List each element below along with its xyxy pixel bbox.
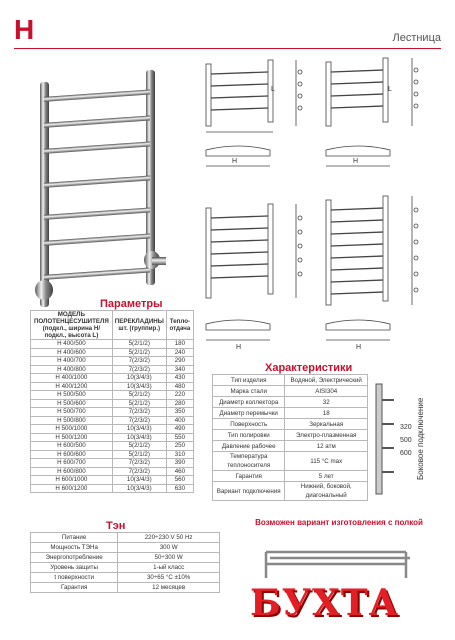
specs-cell: 32 bbox=[285, 397, 368, 408]
side-value-3: 600 bbox=[400, 450, 412, 457]
side-connection-drawing bbox=[372, 380, 398, 500]
params-cell: Н 600/700 bbox=[31, 459, 113, 468]
ten-cell: t поверхности bbox=[31, 573, 118, 583]
technical-drawings bbox=[198, 54, 443, 314]
specs-cell: Тип полировки bbox=[213, 430, 285, 441]
params-row bbox=[31, 357, 194, 366]
dim-h-3: Н bbox=[236, 344, 242, 351]
specs-cell: Тип изделия bbox=[213, 375, 285, 386]
ten-cell: 50÷300 W bbox=[118, 553, 220, 563]
params-cell: 10(3/4/3) bbox=[112, 484, 166, 493]
ten-row bbox=[31, 563, 220, 573]
params-cell: 630 bbox=[166, 484, 193, 493]
params-cell: Н 500/1000 bbox=[31, 425, 113, 434]
ten-cell: 1-ый класс bbox=[118, 563, 220, 573]
params-cell: 400 bbox=[166, 416, 193, 425]
params-cell: 180 bbox=[166, 340, 193, 349]
params-row bbox=[31, 467, 194, 476]
params-cell: 5(2/1/2) bbox=[112, 340, 166, 349]
specs-row bbox=[213, 386, 368, 397]
params-cell: Н 500/500 bbox=[31, 391, 113, 400]
params-row bbox=[31, 374, 194, 383]
params-row bbox=[31, 416, 194, 425]
dim-h-4: Н bbox=[356, 344, 362, 351]
params-cell: 290 bbox=[166, 357, 193, 366]
params-cell: Н 400/700 bbox=[31, 357, 113, 366]
specs-cell: 12 атм bbox=[285, 441, 368, 452]
params-row bbox=[31, 459, 194, 468]
ten-cell: Гарантия bbox=[31, 583, 118, 593]
series-letter: Н bbox=[14, 14, 35, 45]
specs-cell: 115 °С max bbox=[285, 452, 368, 471]
technical-drawings-bottom bbox=[198, 318, 428, 358]
params-row bbox=[31, 425, 194, 434]
ten-title: Тэн bbox=[106, 520, 126, 532]
dim-h-2: Н bbox=[353, 158, 359, 165]
params-cell: 220 bbox=[166, 391, 193, 400]
params-cell: Н 400/1000 bbox=[31, 374, 113, 383]
params-cell: 7(2/3/2) bbox=[112, 357, 166, 366]
params-cell: 240 bbox=[166, 348, 193, 357]
params-cell: 5(2/1/2) bbox=[112, 391, 166, 400]
specs-cell: Поверхность bbox=[213, 419, 285, 430]
params-title: Параметры bbox=[100, 298, 163, 310]
params-cell: Н 500/800 bbox=[31, 416, 113, 425]
params-cell: 10(3/4/3) bbox=[112, 374, 166, 383]
specs-row bbox=[213, 419, 368, 430]
params-row bbox=[31, 348, 194, 357]
ten-row bbox=[31, 553, 220, 563]
params-cell: 430 bbox=[166, 374, 193, 383]
params-row bbox=[31, 391, 194, 400]
specs-table bbox=[212, 374, 368, 501]
promo-text: Возможен вариант изготовления с полкой bbox=[255, 518, 423, 527]
specs-row bbox=[213, 408, 368, 419]
params-cell: Н 500/1200 bbox=[31, 433, 113, 442]
params-cell: 390 bbox=[166, 459, 193, 468]
specs-row bbox=[213, 397, 368, 408]
specs-cell: Давление рабочее bbox=[213, 441, 285, 452]
params-cell: 480 bbox=[166, 382, 193, 391]
specs-cell: 5 лет bbox=[285, 471, 368, 482]
ten-cell: Уровень защиты bbox=[31, 563, 118, 573]
params-cell: 560 bbox=[166, 476, 193, 485]
specs-row bbox=[213, 452, 368, 471]
params-col-model: МОДЕЛЬ ПОЛОТЕНЦЕСУШИТЕЛЯ (подкл., ширина Н/ подкл., высота L) bbox=[31, 311, 113, 340]
params-cell: 10(3/4/3) bbox=[112, 425, 166, 434]
specs-cell: Зеркальная bbox=[285, 419, 368, 430]
side-value-1: 320 bbox=[400, 424, 412, 431]
specs-row bbox=[213, 471, 368, 482]
params-cell: 5(2/1/2) bbox=[112, 442, 166, 451]
params-cell: 460 bbox=[166, 467, 193, 476]
dim-l-2: L bbox=[388, 86, 392, 93]
ten-row bbox=[31, 543, 220, 553]
ten-table bbox=[30, 532, 220, 593]
ten-row bbox=[31, 583, 220, 593]
params-cell: Н 500/700 bbox=[31, 408, 113, 417]
specs-title: Характеристики bbox=[265, 362, 353, 374]
specs-row bbox=[213, 441, 368, 452]
specs-cell: Диаметр коллектора bbox=[213, 397, 285, 408]
params-cell: Н 600/800 bbox=[31, 467, 113, 476]
params-cell: 280 bbox=[166, 399, 193, 408]
params-col-heat: Тепло-отдача bbox=[166, 311, 193, 340]
ten-cell: Мощность ТЭНа bbox=[31, 543, 118, 553]
params-cell: 350 bbox=[166, 408, 193, 417]
params-cell: 7(2/3/2) bbox=[112, 365, 166, 374]
ten-cell: 30÷65 °С ±10% bbox=[118, 573, 220, 583]
specs-cell: Температура теплоносителя bbox=[213, 452, 285, 471]
params-cell: Н 400/800 bbox=[31, 365, 113, 374]
params-cell: 7(2/3/2) bbox=[112, 408, 166, 417]
ten-cell: 220÷230 V 50 Hz bbox=[118, 533, 220, 543]
params-cell: 7(2/3/2) bbox=[112, 467, 166, 476]
specs-cell: AISI304 bbox=[285, 386, 368, 397]
params-row bbox=[31, 365, 194, 374]
specs-row bbox=[213, 430, 368, 441]
params-cell: 550 bbox=[166, 433, 193, 442]
header-rule bbox=[14, 48, 441, 49]
ten-cell: 12 месяцев bbox=[118, 583, 220, 593]
params-row bbox=[31, 340, 194, 349]
params-cell: 10(3/4/3) bbox=[112, 433, 166, 442]
specs-cell: Диаметр перемычки bbox=[213, 408, 285, 419]
params-row bbox=[31, 450, 194, 459]
params-cell: 310 bbox=[166, 450, 193, 459]
ten-cell: Питание bbox=[31, 533, 118, 543]
params-table bbox=[30, 310, 194, 493]
ten-cell: Энергопотребление bbox=[31, 553, 118, 563]
series-name: Лестница bbox=[392, 32, 441, 44]
ten-row bbox=[31, 573, 220, 583]
params-cell: Н 600/1200 bbox=[31, 484, 113, 493]
params-cell: Н 400/1200 bbox=[31, 382, 113, 391]
params-cell: 5(2/1/2) bbox=[112, 450, 166, 459]
params-cell: 5(2/1/2) bbox=[112, 348, 166, 357]
brand-logo: БУХТА bbox=[250, 582, 400, 624]
params-row bbox=[31, 399, 194, 408]
params-row bbox=[31, 484, 194, 493]
specs-cell: Нижний, боковой, диагональный bbox=[285, 482, 368, 501]
ten-cell: 300 W bbox=[118, 543, 220, 553]
params-cell: 7(2/3/2) bbox=[112, 416, 166, 425]
params-row bbox=[31, 382, 194, 391]
side-connection-label: Боковое подключение bbox=[416, 397, 425, 480]
towel-rail-photo bbox=[28, 62, 178, 317]
specs-cell: Марка стали bbox=[213, 386, 285, 397]
params-row bbox=[31, 442, 194, 451]
params-cell: Н 400/600 bbox=[31, 348, 113, 357]
params-cell: Н 600/600 bbox=[31, 450, 113, 459]
shelf-rail-drawing bbox=[256, 542, 416, 582]
params-col-bars: ПЕРЕКЛАДИНЫ шт. (группир.) bbox=[112, 311, 166, 340]
specs-cell: Водяной, Электрический bbox=[285, 375, 368, 386]
params-cell: 5(2/1/2) bbox=[112, 399, 166, 408]
specs-cell: Вариант подключения bbox=[213, 482, 285, 501]
dim-l-1: L bbox=[271, 86, 275, 93]
ten-row bbox=[31, 533, 220, 543]
specs-cell: 18 bbox=[285, 408, 368, 419]
specs-cell: Гарантия bbox=[213, 471, 285, 482]
params-cell: Н 600/1000 bbox=[31, 476, 113, 485]
params-cell: 250 bbox=[166, 442, 193, 451]
params-cell: Н 600/500 bbox=[31, 442, 113, 451]
dim-h-1: Н bbox=[232, 158, 238, 165]
params-cell: 10(3/4/3) bbox=[112, 382, 166, 391]
specs-cell: Электро-плазменная bbox=[285, 430, 368, 441]
params-row bbox=[31, 476, 194, 485]
side-value-2: 500 bbox=[400, 437, 412, 444]
params-cell: 7(2/3/2) bbox=[112, 459, 166, 468]
params-cell: 490 bbox=[166, 425, 193, 434]
params-cell: Н 500/600 bbox=[31, 399, 113, 408]
params-cell: 10(3/4/3) bbox=[112, 476, 166, 485]
params-cell: 340 bbox=[166, 365, 193, 374]
params-cell: Н 400/500 bbox=[31, 340, 113, 349]
specs-row bbox=[213, 375, 368, 386]
params-row bbox=[31, 433, 194, 442]
params-row bbox=[31, 408, 194, 417]
specs-row bbox=[213, 482, 368, 501]
